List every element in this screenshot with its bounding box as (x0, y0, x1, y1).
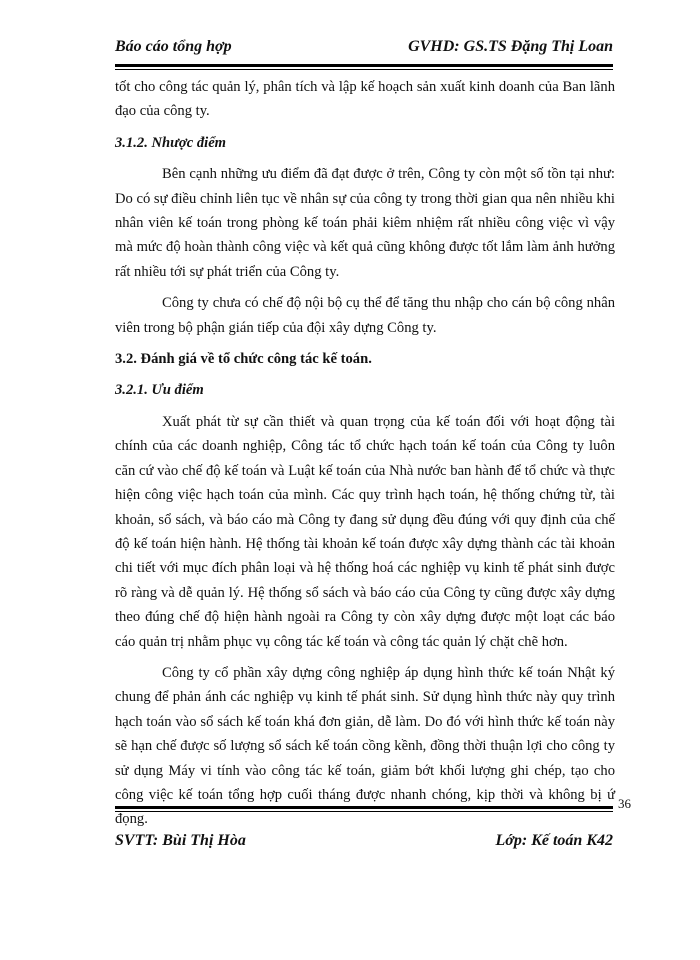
class-name: Lớp: Kế toán K42 (495, 832, 613, 849)
report-title: Báo cáo tổng hợp (115, 38, 232, 55)
page-body (115, 75, 615, 832)
footer-divider (115, 806, 613, 812)
paragraph-internal-policy: Công ty chưa có chế độ nội bộ cụ thể để tăng thu nhập cho cán bộ công nhân viên trong bộ phận gián tiếp của đội xây dựng Công ty. (115, 295, 615, 336)
page-footer (115, 832, 613, 856)
page-number: 36 (618, 796, 631, 811)
continued-paragraph: tốt cho công tác quản lý, phân tích và lập kế hoạch sản xuất kinh doanh của Ban lãnh đạo của công ty. (115, 79, 615, 120)
section-heading-3-2: 3.2. Đánh giá về tổ chức công tác kế toán. (115, 351, 372, 368)
paragraph-journal-form: Công ty cổ phần xây dựng công nghiệp áp dụng hình thức kế toán Nhật ký chung để phản ánh các nghiệp vụ kinh tế phát sinh. Sử dụng hình thức này quy trình hạch toán vào sổ sách kế toán khá đơn giản, dễ làm. Do đó với hình thức kế toán này sẽ hạn chế được số lượng sổ sách kế toán cồng kềnh, đồng thời thuận lợi cho công ty sử dụng Máy vi tính vào công tác kế toán, giảm bớt khối lượng ghi chép, tạo cho công việc kế toán tổng hợp cuối tháng được nhanh chóng, kịp thời và không bị ứ đọng. (115, 664, 615, 828)
student-name: SVTT: Bùi Thị Hòa (115, 832, 246, 849)
page-header (115, 38, 613, 62)
paragraph-strengths: Xuất phát từ sự cần thiết và quan trọng của kế toán đối với hoạt động tài chính của các doanh nghiệp, Công tác tổ chức hạch toán kế toán của Công ty luôn căn cứ vào chế độ kế toán và Luật kế toán của Nhà nước ban hành để tổ chức và thực hiện công việc hạch toán của mình. Các quy trình hạch toán, hệ thống chứng từ, tài khoản, sổ sách, và báo cáo mà Công ty đang sử dụng đều đúng với quy định của chế độ kế toán hiện hành. Hệ thống tài khoản kế toán được xây dựng thành các tài khoản chi tiết với mục đích phân loại và hệ thống hoá các nghiệp vụ kinh tế phát sinh được rõ ràng và dễ quản lý. Hệ thống sổ sách và báo cáo của Công ty cũng được xây dựng theo đúng chế độ hiện hành ngoài ra Công ty còn xây dựng được một loạt các báo cáo quản trị nhằm phục vụ công tác kế toán và công tác quản lý chặt chẽ hơn. (115, 413, 615, 650)
header-divider (115, 64, 613, 70)
paragraph-weaknesses: Bên cạnh những ưu điểm đã đạt được ở trên, Công ty còn một số tồn tại như: Do có sự điều chỉnh liên tục về nhân sự của công ty trong thời gian qua nên nhiều khi nhân viên kế toán trong phòng kế toán phải kiêm nhiệm rất nhiều công việc vì vậy mà mức độ hoàn thành công việc và kết quả cũng không được tốt lắm làm ảnh hưởng rất nhiều tới sự phát triển của Công ty. (115, 166, 615, 280)
section-heading-3-1-2: 3.1.2. Nhược điểm (115, 134, 227, 151)
section-heading-3-2-1: 3.2.1. Ưu điểm (115, 382, 204, 399)
supervisor-name: GVHD: GS.TS Đặng Thị Loan (408, 38, 613, 55)
